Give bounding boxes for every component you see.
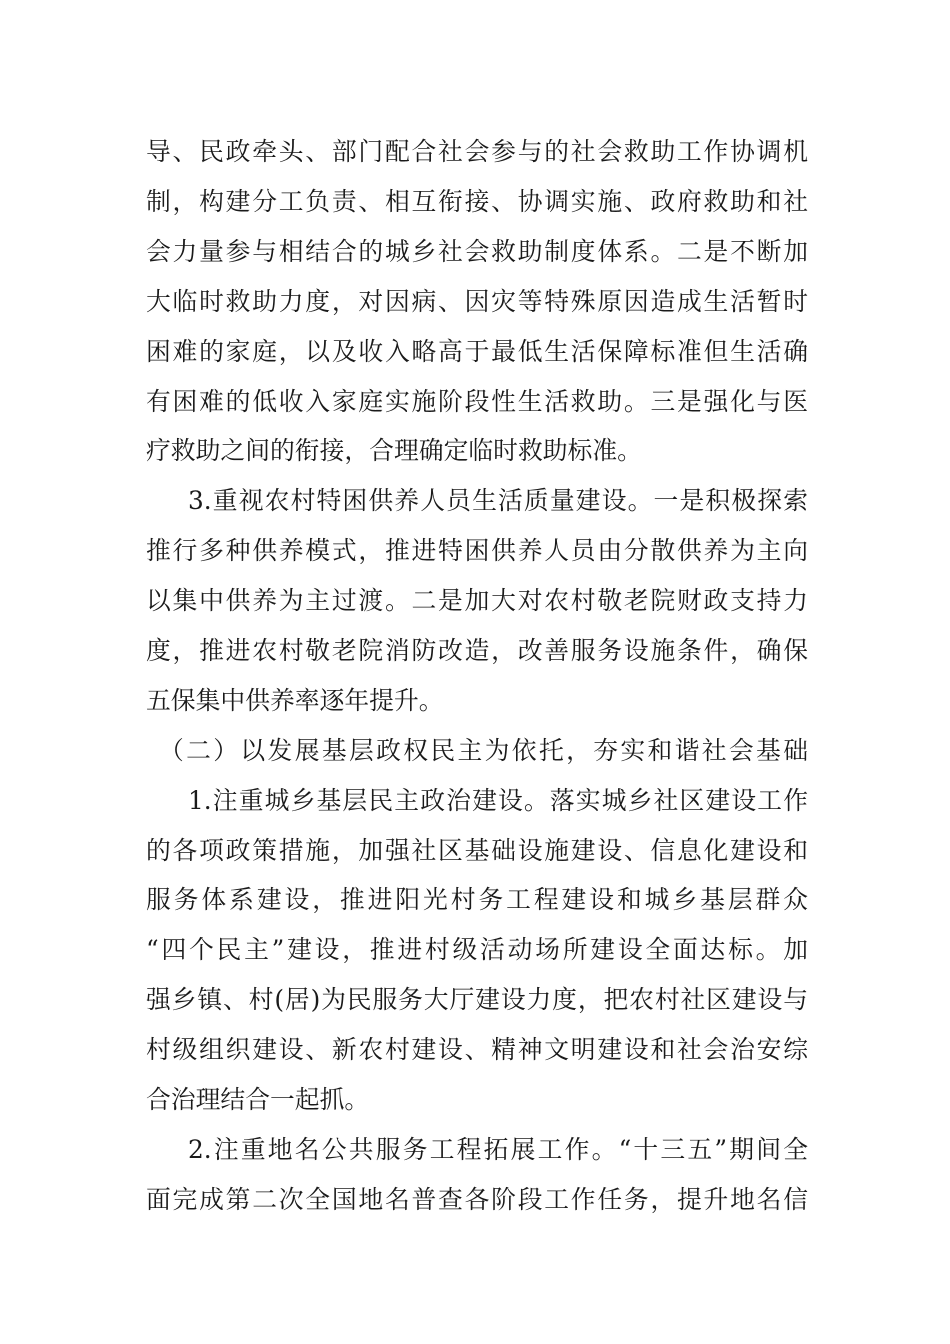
paragraph-heading-3: 3.重视农村特困供养人员生活质量建设。一是积极探索: [188, 486, 808, 515]
text-line: 合治理结合一起抓。: [146, 1085, 370, 1114]
text-line: 面完成第二次全国地名普查各阶段工作任务，提升地名信: [146, 1185, 808, 1214]
text-line: 会力量参与相结合的城乡社会救助制度体系。二是不断加: [146, 237, 808, 266]
text-line: 困难的家庭，以及收入略高于最低生活保障标准但生活确: [146, 337, 808, 366]
text-line: 大临时救助力度，对因病、因灾等特殊原因造成生活暂时: [146, 287, 808, 316]
text-line: 导、民政牵头、部门配合社会参与的社会救助工作协调机: [146, 137, 808, 166]
text-line: 五保集中供养率逐年提升。: [146, 686, 444, 715]
paragraph-heading-2: 2.注重地名公共服务工程拓展工作。“十三五”期间全: [188, 1135, 808, 1164]
text-line: 有困难的低收入家庭实施阶段性生活救助。三是强化与医: [146, 387, 808, 416]
text-line: 推行多种供养模式，推进特困供养人员由分散供养为主向: [146, 536, 808, 565]
paragraph-heading-1: 1.注重城乡基层民主政治建设。落实城乡社区建设工作: [188, 786, 808, 815]
text-line: 度，推进农村敬老院消防改造，改善服务设施条件，确保: [146, 636, 808, 665]
text-line: 以集中供养为主过渡。二是加大对农村敬老院财政支持力: [146, 586, 808, 615]
text-line: 强乡镇、村(居)为民服务大厅建设力度，把农村社区建设与: [146, 985, 808, 1014]
text-line: “四个民主”建设，推进村级活动场所建设全面达标。加: [146, 935, 808, 964]
section-heading: （二）以发展基层政权民主为依托，夯实和谐社会基础: [159, 736, 808, 765]
text-line: 村级组织建设、新农村建设、精神文明建设和社会治安综: [146, 1035, 808, 1064]
text-line: 制，构建分工负责、相互衔接、协调实施、政府救助和社: [146, 187, 808, 216]
text-line: 疗救助之间的衔接，合理确定临时救助标准。: [146, 436, 642, 465]
text-line: 的各项政策措施，加强社区基础设施建设、信息化建设和: [146, 836, 808, 865]
text-line: 服务体系建设，推进阳光村务工程建设和城乡基层群众: [146, 885, 808, 914]
